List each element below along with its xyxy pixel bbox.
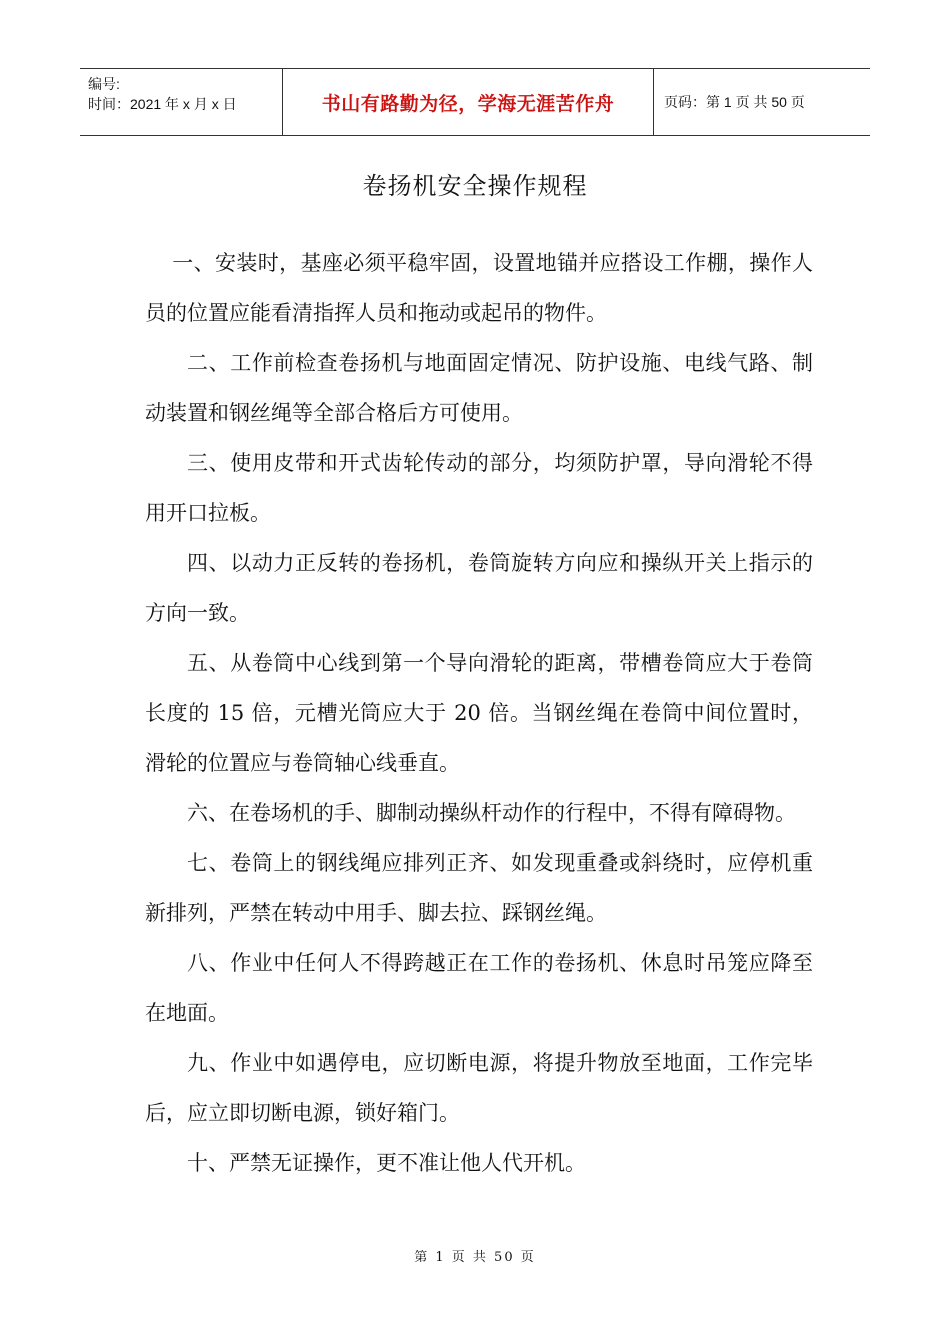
page-footer: 第 1 页 共 50 页 bbox=[414, 1250, 536, 1265]
header-motto-cell bbox=[282, 69, 654, 135]
document-header bbox=[80, 68, 870, 136]
document-number-label: 编号: bbox=[88, 76, 120, 92]
header-page-info-cell bbox=[654, 69, 870, 135]
header-page-info: 页码：第 1 页 共 50 页 bbox=[664, 94, 805, 110]
document-title: 卷扬机安全操作规程 bbox=[362, 172, 588, 200]
paragraph: 十、严禁无证操作，更不准让他人代开机。 bbox=[187, 1151, 586, 1175]
paragraph: 五、从卷筒中心线到第一个导向滑轮的距离，带槽卷筒应大于卷筒长度的 15 倍，元槽光筒应大于 20 倍。当钢丝绳在卷筒中间位置时，滑轮的位置应与卷筒轴心线垂直。 bbox=[145, 651, 813, 775]
paragraph: 七、卷筒上的钢线绳应排列正齐、如发现重叠或斜绕时，应停机重新排列，严禁在转动中用手、脚去拉、踩钢丝绳。 bbox=[145, 851, 813, 925]
header-motto: 书山有路勤为径，学海无涯苦作舟 bbox=[321, 92, 615, 115]
header-meta bbox=[80, 69, 282, 135]
paragraph: 三、使用皮带和开式齿轮传动的部分，均须防护罩，导向滑轮不得用开口拉板。 bbox=[145, 451, 813, 525]
paragraph: 八、作业中任何人不得跨越正在工作的卷扬机、休息时吊笼应降至在地面。 bbox=[145, 951, 813, 1025]
document-body bbox=[145, 238, 813, 1188]
paragraph: 一、安装时，基座必须平稳牢固，设置地锚并应搭设工作棚，操作人员的位置应能看清指挥人员和拖动或起吊的物件。 bbox=[145, 251, 813, 325]
paragraph: 九、作业中如遇停电，应切断电源，将提升物放至地面，工作完毕后，应立即切断电源，锁好箱门。 bbox=[145, 1051, 813, 1125]
paragraph: 六、在卷场机的手、脚制动操纵杆动作的行程中，不得有障碍物。 bbox=[187, 801, 796, 825]
paragraph: 二、工作前检查卷扬机与地面固定情况、防护设施、电线气路、制动装置和钢丝绳等全部合格后方可使用。 bbox=[145, 351, 813, 425]
document-date: 时间：2021 年 x 月 x 日 bbox=[88, 96, 237, 112]
paragraph: 四、以动力正反转的卷扬机，卷筒旋转方向应和操纵开关上指示的方向一致。 bbox=[145, 551, 813, 625]
